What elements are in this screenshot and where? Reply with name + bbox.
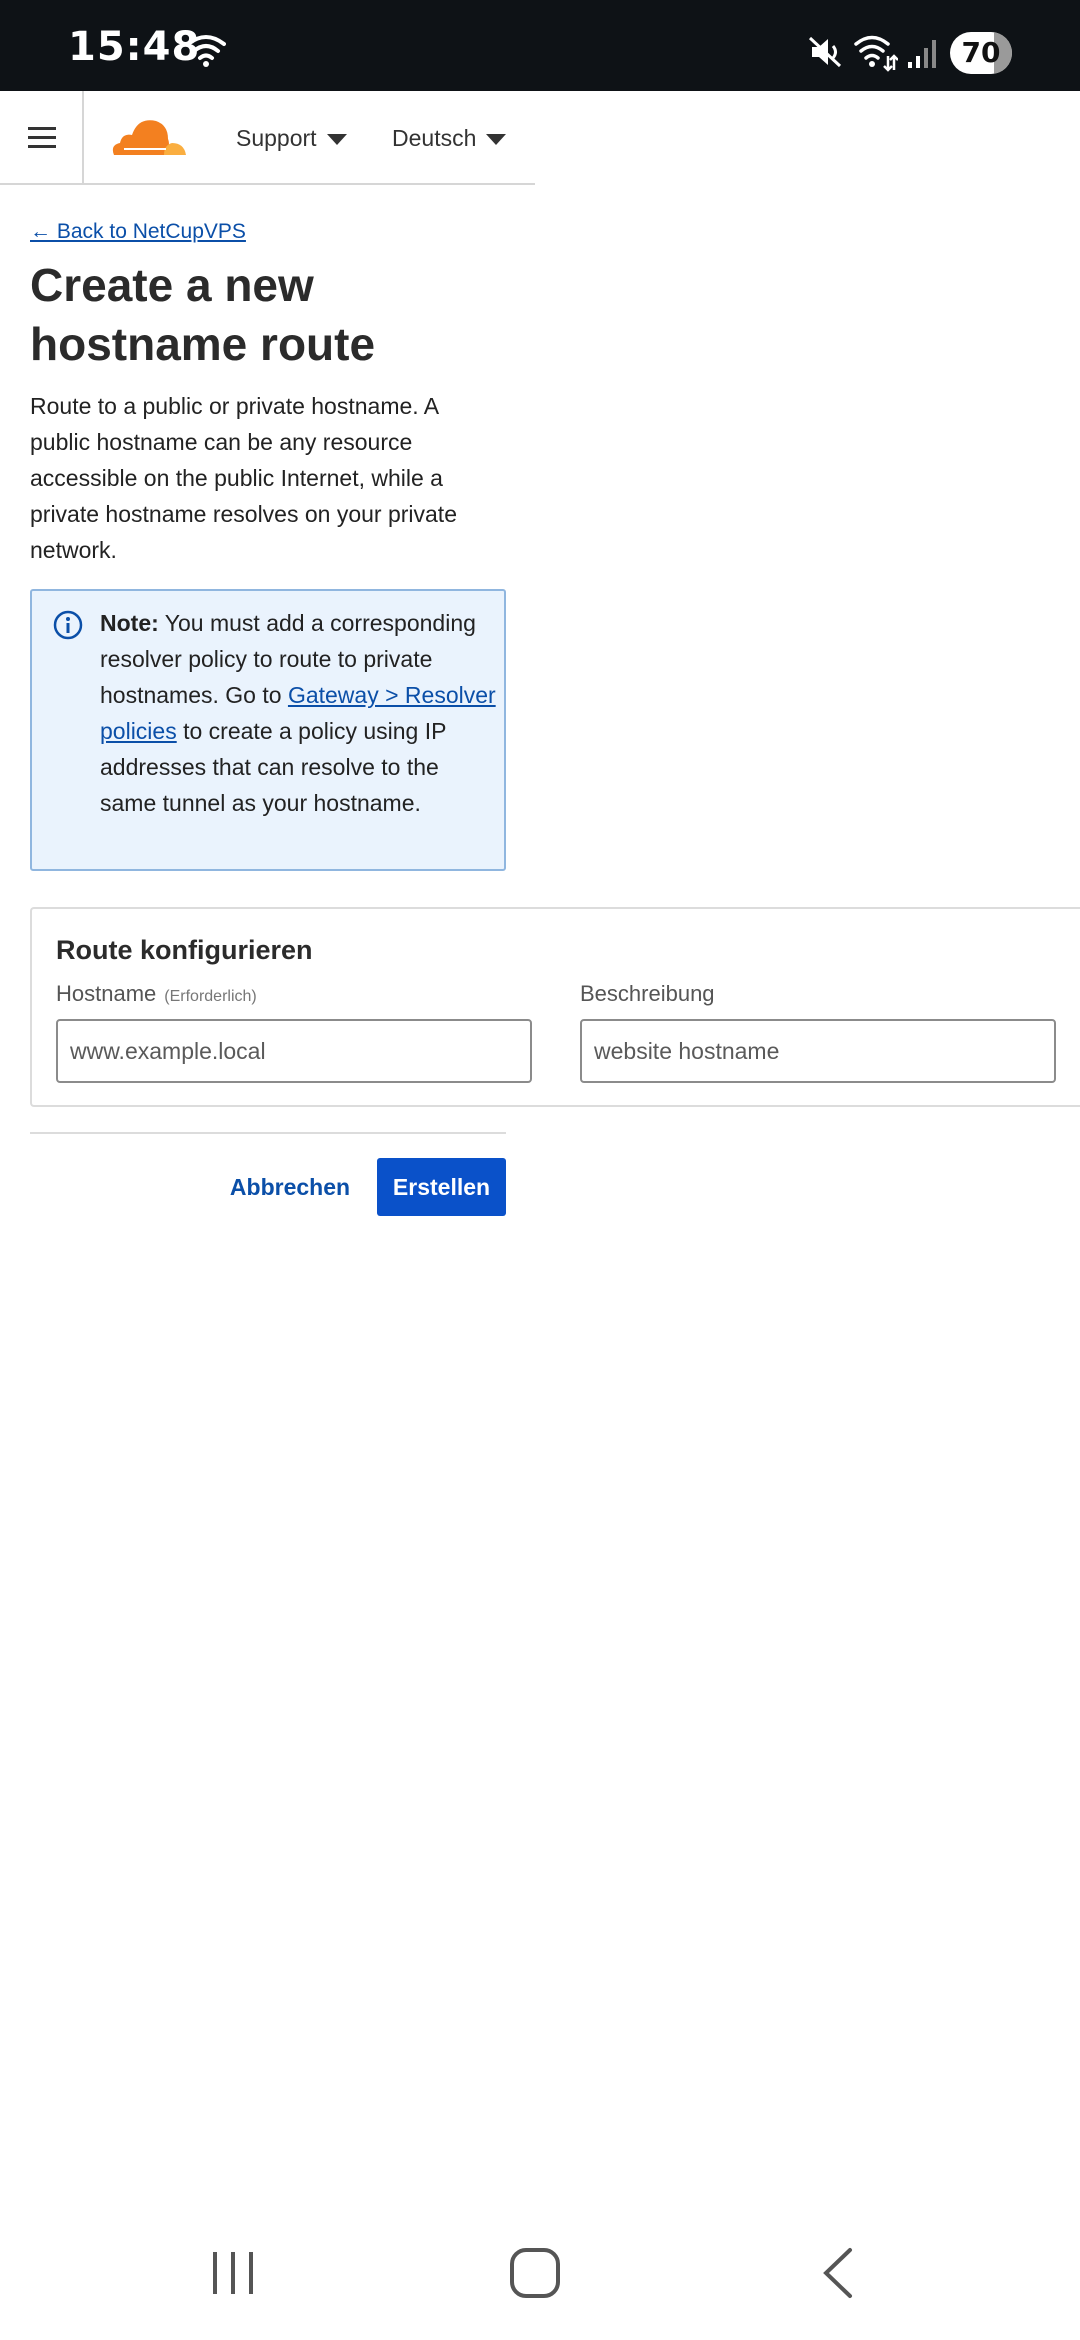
back-link[interactable]: ← Back to NetCupVPS	[30, 220, 246, 243]
system-navigation-bar	[0, 2220, 1080, 2340]
recent-apps-icon[interactable]	[208, 2248, 258, 2298]
top-navigation	[0, 91, 535, 185]
route-config-card	[30, 907, 1080, 1107]
battery-level: 70	[961, 36, 1001, 69]
note-text-after: to create a policy using IP addresses that can resolve to the same tunnel as your hostname.	[100, 718, 447, 816]
language-label: Deutsch	[392, 125, 477, 151]
divider	[30, 1132, 506, 1134]
section-title: Route konfigurieren	[56, 935, 313, 965]
status-bar	[0, 0, 1080, 91]
page-description: Route to a public or private hostname. A public hostname can be any resource accessible on the public Internet, while a private hostname resolves on your private network.	[30, 393, 457, 563]
chevron-down-icon	[327, 134, 347, 145]
support-label: Support	[236, 125, 317, 151]
hostname-label	[56, 981, 257, 1007]
back-icon[interactable]	[818, 2246, 858, 2300]
battery-indicator	[950, 32, 1012, 74]
support-dropdown[interactable]	[236, 125, 347, 152]
note-label: Note:	[100, 610, 159, 636]
page-title: Create a new hostname route	[30, 259, 376, 370]
note-text	[100, 605, 500, 821]
cloudflare-logo[interactable]	[108, 109, 188, 161]
hostname-label-text: Hostname	[56, 981, 157, 1006]
cancel-button[interactable]: Abbrechen	[222, 1158, 358, 1216]
required-hint: (Erforderlich)	[164, 988, 257, 1005]
home-icon[interactable]	[508, 2246, 562, 2300]
mute-icon	[808, 36, 844, 68]
resolver-policies-link[interactable]: Gateway > Resolver policies	[100, 682, 496, 744]
info-icon	[52, 609, 84, 641]
status-time: 15:48	[68, 24, 201, 70]
description-label: Beschreibung	[580, 981, 715, 1006]
menu-icon[interactable]	[0, 91, 84, 183]
language-dropdown[interactable]	[392, 125, 506, 152]
note-callout	[30, 589, 506, 871]
wifi-icon	[186, 34, 226, 68]
description-input[interactable]	[580, 1019, 1056, 1083]
wifi-calling-icon	[854, 34, 898, 72]
note-text-before: You must add a corresponding resolver policy to route to private hostnames. Go to	[100, 610, 476, 708]
chevron-down-icon	[486, 134, 506, 145]
create-button[interactable]: Erstellen	[377, 1158, 506, 1216]
hostname-input[interactable]	[56, 1019, 532, 1083]
signal-icon	[906, 38, 938, 70]
